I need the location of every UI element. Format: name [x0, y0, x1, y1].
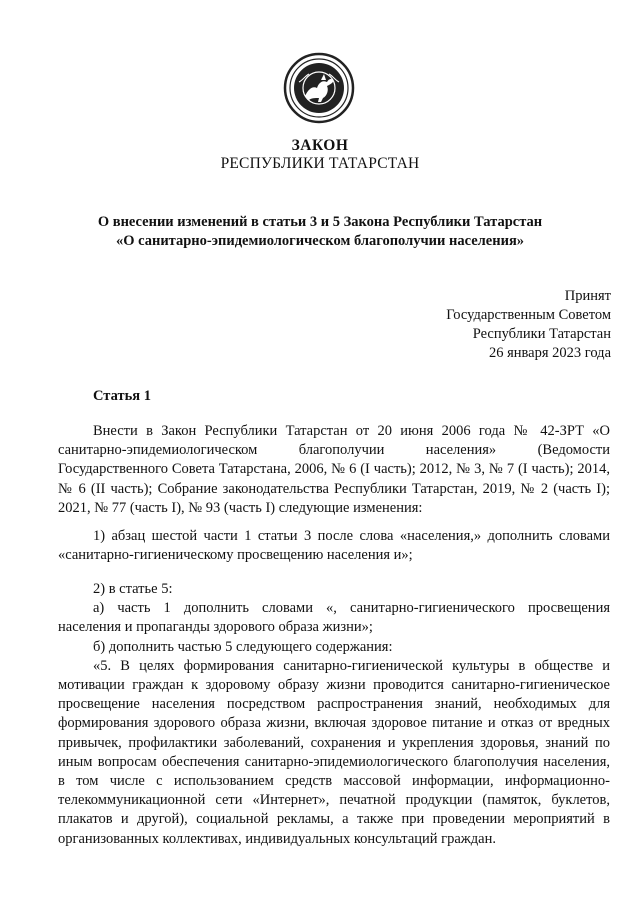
intro-paragraph-block [58, 422, 610, 518]
adoption-line3: Республики Татарстан [472, 326, 611, 342]
item2a-paragraph: а) часть 1 дополнить словами «, санитарно-гигиенического просвещения населения и пропаганды здорового образа жизни»; [58, 600, 610, 636]
issuer-subtitle: РЕСПУБЛИКИ ТАТАРСТАН [220, 155, 420, 172]
item2-block [58, 580, 610, 849]
document-type-title: ЗАКОН [291, 137, 349, 154]
item2b-text-paragraph: «5. В целях формирования санитарно-гигиенической культуры в обществе и мотивации граждан к здоровому образу жизни проводится санитарно-гигиеническое просвещение населения посредством распространения знаний, необходимых для формирования здорового образа жизни, включая здоровое питание и отказ от вредных привычек, профилактики заболеваний, сохранения и укрепления здоровья, знаний по иным вопросам обеспечения санитарно-эпидемиологического благополучия населения, в том числе с использованием средств массовой информации, информационно-телекоммуникационной сети «Интернет», печатной продукции (памяток, буклетов, плакатов и другой), социальной рекламы, а также при проведении мероприятий в организованных коллективах, индивидуальных консультаций граждан. [58, 657, 610, 847]
adoption-block [446, 287, 611, 363]
adoption-line1: Принят [564, 288, 611, 304]
item2b-paragraph: б) дополнить частью 5 следующего содержания: [93, 638, 393, 655]
article-title: Статья 1 [93, 388, 151, 404]
law-heading [0, 213, 640, 251]
adoption-date: 26 января 2023 года [488, 345, 611, 361]
law-heading-line1: О внесении изменений в статьи 3 и 5 Закона Республики Татарстан [97, 214, 543, 230]
adoption-line2: Государственным Советом [446, 307, 611, 323]
law-heading-line2: «О санитарно-эпидемиологическом благополучии населения» [115, 233, 525, 249]
item1-paragraph: 1) абзац шестой части 1 статьи 3 после слова «населения,» дополнить словами «санитарно-гигиеническому просвещению населения и»; [58, 528, 610, 564]
intro-paragraph: Внести в Закон Республики Татарстан от 20 июня 2006 года № 42-ЗРТ «О санитарно-эпидемиологическом благополучии населения» (Ведомости Государственного Совета Татарстана, 2006, № 6 (I часть); 2012, № 3, № 7 (I часть); 2014, № 6 (II часть); Собрание законодательства Республики Татарстан, 2019, № 2 (часть I); 2021, № 77 (часть I), № 93 (часть I) следующие изменения: [58, 423, 610, 516]
item2-paragraph: 2) в статье 5: [93, 581, 173, 597]
tatarstan-coat-of-arms-icon [283, 52, 355, 124]
item1-block [58, 527, 610, 565]
